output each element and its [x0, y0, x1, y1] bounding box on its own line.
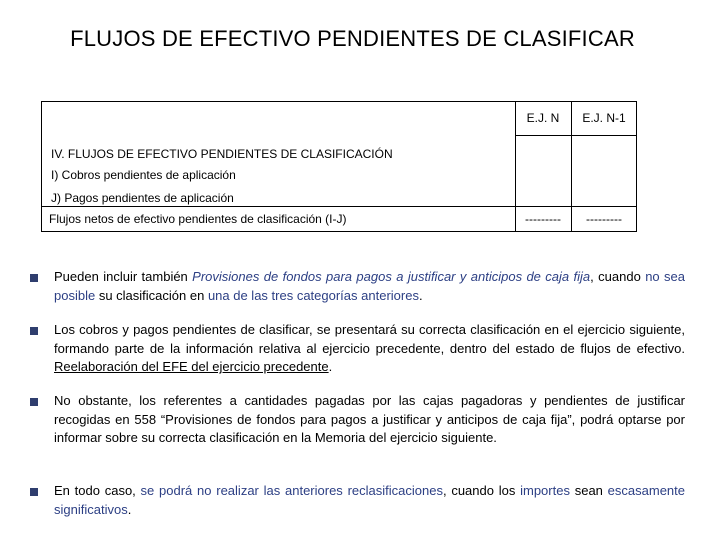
bullet-square-icon [30, 274, 38, 282]
row-cobros-pendientes: I) Cobros pendientes de aplicación [51, 168, 236, 182]
header-divider [515, 135, 636, 136]
bullet-text: No obstante, los referentes a cantidades pagadas por las cajas pagadoras y pendientes de justificar recogidas en 558 “Provisiones de fondos para pagos a justificar y anticipos de caja fija”, podrá optarse por informar sobre su correcta clasificación en la Memoria del ejercicio siguiente. [54, 393, 685, 445]
bullet-square-icon [30, 398, 38, 406]
section-title: IV. FLUJOS DE EFECTIVO PENDIENTES DE CLASIFICACIÓN [51, 147, 393, 161]
bullet-text: Pueden incluir también Provisiones de fondos para pagos a justificar y anticipos de caja fija, cuando no sea posible su clasificación en una de las tres categorías anteriores. [54, 269, 685, 303]
bullet-text: Los cobros y pagos pendientes de clasificar, se presentará su correcta clasificación en el ejercicio siguiente, formando parte de la información relativa al ejercicio precedente, dentro del estado de flujos de efectivo. Reelaboración del EFE del ejercicio precedente. [54, 322, 685, 374]
row-flujos-netos: Flujos netos de efectivo pendientes de clasificación (I-J) [49, 212, 347, 226]
page-title: FLUJOS DE EFECTIVO PENDIENTES DE CLASIFICAR [70, 26, 635, 51]
net-value-ej-n: --------- [525, 212, 561, 226]
bullet-square-icon [30, 327, 38, 335]
row-pagos-pendientes: J) Pagos pendientes de aplicación [51, 191, 234, 205]
bullet-text: En todo caso, se podrá no realizar las anteriores reclasificaciones, cuando los importes sean escasamente significativos. [54, 483, 685, 517]
column-header-ej-n-1: E.J. N-1 [582, 111, 626, 125]
bullet-square-icon [30, 488, 38, 496]
column-header-ej-n: E.J. N [526, 111, 560, 125]
net-row-divider [42, 206, 636, 207]
net-value-ej-n-1: --------- [586, 212, 622, 226]
cash-flow-statement-table [41, 101, 637, 232]
